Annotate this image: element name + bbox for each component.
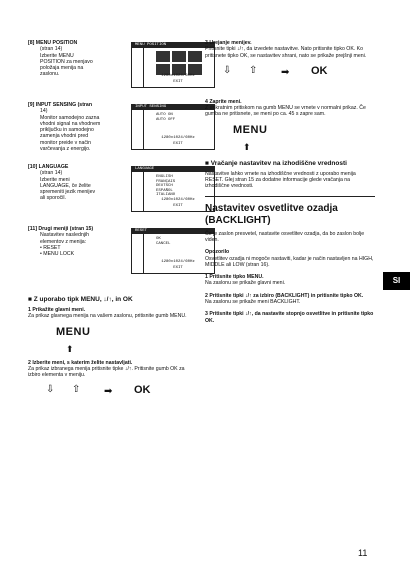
osd-screen [131, 166, 215, 212]
menu-entries [28, 40, 198, 288]
ok-label: OK [134, 384, 151, 397]
arrows-ok-diagram-2 [215, 65, 375, 93]
step-3: 3 Urejanje menijev. Pritisnite tipki ↓/↑, da izvedete nastavitve. Nato pritisnite tipko OK. Ko pritisnete tipko OK, se nastavitev shrani, nato se prikaže prejšnji meni. [205, 40, 367, 59]
entry-line: elementov z menija: [40, 238, 87, 245]
osd-screen [131, 228, 215, 274]
entry-line: Izberite MENU [40, 52, 74, 59]
entry-title: [8] MENU POSITION [28, 40, 78, 46]
step-4: 4 Zaprite meni. Z enkratnim pritiskom na gumb MENU se vrnete v normalni prikaz. Če gumba ne pritisnete, se meni po ca. 45 s zapre sam. [205, 98, 366, 118]
entry-line: LANGUAGE, če želite [40, 182, 91, 189]
osd-resolution: 1280x1024/60Hz [161, 136, 195, 140]
entry-line: položaja menija na [40, 65, 84, 72]
step-2: 2 Izberite meni, s katerim želite nastavljati. Za prikaz izbranega menija pritisnite tipke ↓/↑. Pritisnite gumb OK za izbiro elementa v meniju. [28, 359, 185, 379]
entry-line: • MENU LOCK [40, 251, 75, 258]
menu-button-diagram [38, 326, 198, 354]
entry-text [28, 102, 108, 152]
osd-item: CANCEL [156, 241, 171, 246]
osd-item: OK [156, 237, 161, 241]
entry-line: zamenja vhodni pred [40, 133, 89, 140]
note: Opozorilo Osvetlitev ozadja ni mogoče nastaviti, kadar je način nastavljen na HIGH, MIDDLE ali LOW (stran 16). [205, 249, 374, 268]
osd-footer: EXIT [173, 80, 183, 84]
entry-text [28, 164, 108, 202]
menu-entry [28, 226, 198, 288]
osd-items [156, 237, 170, 246]
entry-line: vhodni signal na vhodnem [40, 120, 101, 127]
osd-position-grid [156, 51, 202, 75]
osd-screen [131, 42, 215, 88]
entry-text [28, 226, 108, 257]
arrow-up-icon: ⬆ [243, 141, 251, 152]
entry-text [28, 40, 108, 78]
osd-items [156, 113, 175, 122]
reset-title: ■ Vračanje nastavitev na izhodiščne vrednosti [205, 159, 347, 167]
osd-footer: EXIT [173, 266, 183, 270]
osd-footer: EXIT [173, 204, 183, 208]
entry-line: Izberite meni [40, 176, 70, 183]
arrow-up-icon: ⬆ [66, 343, 74, 354]
osd-item: AUTO OFF [156, 117, 176, 122]
entry-line: (stran 14) [40, 170, 63, 177]
entry-title: [11] Drugi meniji (stran 15) [28, 226, 94, 232]
osd-resolution: 1280x1024/60Hz [161, 198, 195, 202]
language-tab: SI [383, 272, 410, 290]
entry-line: zaslonu. [40, 71, 60, 78]
osd-resolution: 1280x1024/60Hz [161, 260, 195, 264]
entry-line: POSITION za menjavo [40, 58, 93, 65]
up-arrow-icon: ⇧ [249, 64, 258, 76]
entry-title: [9] INPUT SENSING (stran [28, 102, 92, 108]
menu-entry [28, 164, 198, 226]
osd-item: DEUTSCH [156, 184, 173, 189]
up-arrow-icon: ⇧ [72, 384, 81, 396]
entry-line: Monitor samodejno zazna [40, 114, 100, 121]
entry-line: varčevanja z energijo. [40, 146, 91, 153]
osd-sidebar [132, 110, 144, 149]
entry-line: ali sporočil. [40, 195, 66, 202]
osd-title: LANGUAGE [132, 167, 214, 172]
entry-line: 14) [40, 108, 48, 115]
osd-footer: EXIT [173, 142, 183, 146]
osd-screen [131, 104, 215, 150]
osd-item: ITALIANO [156, 193, 176, 198]
osd-sidebar [132, 48, 144, 87]
right-column [205, 40, 375, 330]
menu-button-label: MENU [56, 325, 91, 338]
osd-item: FRANÇAIS [156, 179, 176, 184]
osd-sidebar [132, 234, 144, 273]
entry-line: (stran 14) [40, 46, 63, 53]
entry-line: monitor preide v način [40, 139, 92, 146]
osd-title: MENU POSITION [132, 43, 214, 48]
entry-line: • RESET [40, 244, 61, 251]
right-arrow-icon: ➡ [104, 386, 113, 398]
menu-entry [28, 40, 198, 102]
entry-line: Nastavitev naslednjih [40, 232, 90, 239]
arrows-ok-diagram [38, 384, 198, 412]
page-number: 11 [358, 548, 368, 558]
down-arrow-icon: ⇩ [46, 384, 55, 396]
backlight-step-3: 3 Pritisnite tipki ↓/↑, da nastavite stopnjo osvetlitve in pritisnite tipko OK. [205, 311, 374, 324]
backlight-title: Nastavitev osvetlitve ozadja (BACKLIGHT) [205, 202, 338, 226]
osd-item: ESPAÑOL [156, 188, 173, 193]
backlight-step-1: 1 Pritisnite tipko MENU. Na zaslonu se prikaže glavni meni. [205, 274, 286, 287]
osd-item: ENGLISH [156, 175, 173, 179]
ok-label: OK [311, 64, 328, 77]
osd-title: INPUT SENSING [132, 105, 214, 110]
backlight-step-2: 2 Pritisnite tipki ↓/↑ za izbiro (BACKLIGHT) in pritisnite tipko OK. Na zaslonu se prikaže meni BACKLIGHT. [205, 292, 364, 306]
entry-line: priključku in samodejno [40, 127, 94, 134]
reset-text: Nastavitve lahko vrnete na izhodiščne vrednosti z uporabo menija RESET. Glej stran 15 za dodatne informacije glede vračanja na izhodiščne vrednosti. [205, 170, 356, 190]
osd-title: RESET [132, 229, 214, 234]
osd-sidebar [132, 172, 144, 211]
osd-items [156, 175, 175, 198]
menu-entry [28, 102, 198, 164]
right-arrow-icon: ➡ [281, 66, 290, 78]
menu-button-label: MENU [233, 123, 268, 136]
left-column [28, 40, 198, 418]
down-arrow-icon: ⇩ [223, 64, 232, 76]
left-section-title: ■ Z uporabo tipk MENU, ↓/↑, in OK [28, 296, 133, 303]
entry-line: spremeniti jezik menijev [40, 189, 96, 196]
osd-item: AUTO ON [156, 113, 173, 117]
osd-resolution: 1280x1024/60Hz [161, 74, 195, 78]
entry-title: [10] LANGUAGE [28, 164, 69, 170]
menu-button-diagram-2 [215, 124, 375, 152]
backlight-intro: Če je zaslon presvetel, nastavite osvetlitev ozadja, da bo zaslon bolje viden. [205, 230, 365, 243]
step-1: 1 Prikažite glavni meni. Za prikaz glavnega menija na vašem zaslonu, pritisnite gumb MENU. [28, 307, 187, 320]
